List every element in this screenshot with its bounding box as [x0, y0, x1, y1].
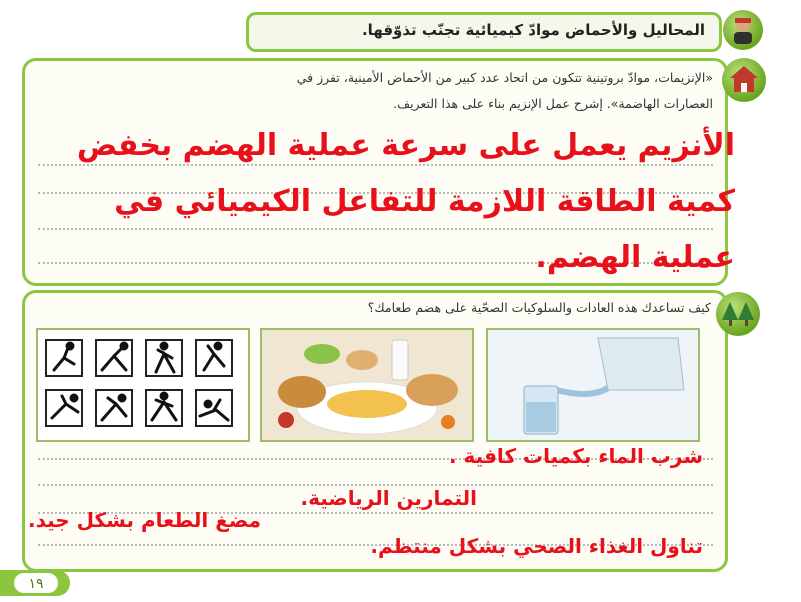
header-title: المحاليل والأحماض موادّ كيميائية تجنّب تذوّقها. — [361, 21, 705, 39]
breakfast-food-image — [260, 328, 474, 442]
sports-pictograms-image — [36, 328, 250, 442]
habit-answer-regular-meals: تناول الغذاء الصحي بشكل منتظم. — [370, 534, 703, 558]
enzyme-question-line1: «الإنزيمات، موادّ بروتينية تتكون من اتحاد عدد كبير من الأحماض الأمينية، تفرز في — [296, 70, 713, 85]
habit-answer-exercise: التمارين الرياضية. — [300, 486, 477, 510]
enzyme-answer-line1: الأنزيم يعمل على سرعة عملية الهضم بخفض — [76, 128, 735, 163]
house-icon — [722, 58, 766, 102]
trees-icon — [716, 292, 760, 336]
water-pouring-image — [486, 328, 700, 442]
habits-question: كيف تساعدك هذه العادات والسلوكيات الصحّية على هضم طعامك؟ — [367, 300, 711, 315]
header-character-icon — [723, 10, 763, 50]
answer-line — [38, 228, 713, 230]
enzyme-question-line2: العصارات الهاضمة». إشرح عمل الإنزيم بناء على هذا التعريف. — [393, 96, 713, 111]
habit-answer-water: شرب الماء بكميات كافية . — [448, 444, 703, 468]
habit-answer-chewing: مضغ الطعام بشكل جيد. — [27, 508, 261, 532]
answer-line — [38, 164, 713, 166]
page-number: ١٩ — [28, 576, 44, 592]
enzyme-answer-line2: كمية الطاقة اللازمة للتفاعل الكيميائي في — [114, 184, 735, 219]
page-number-badge — [0, 570, 70, 596]
page-number-inner — [14, 573, 58, 593]
enzyme-answer-line3: عملية الهضم. — [535, 240, 735, 275]
header-banner — [246, 12, 722, 52]
